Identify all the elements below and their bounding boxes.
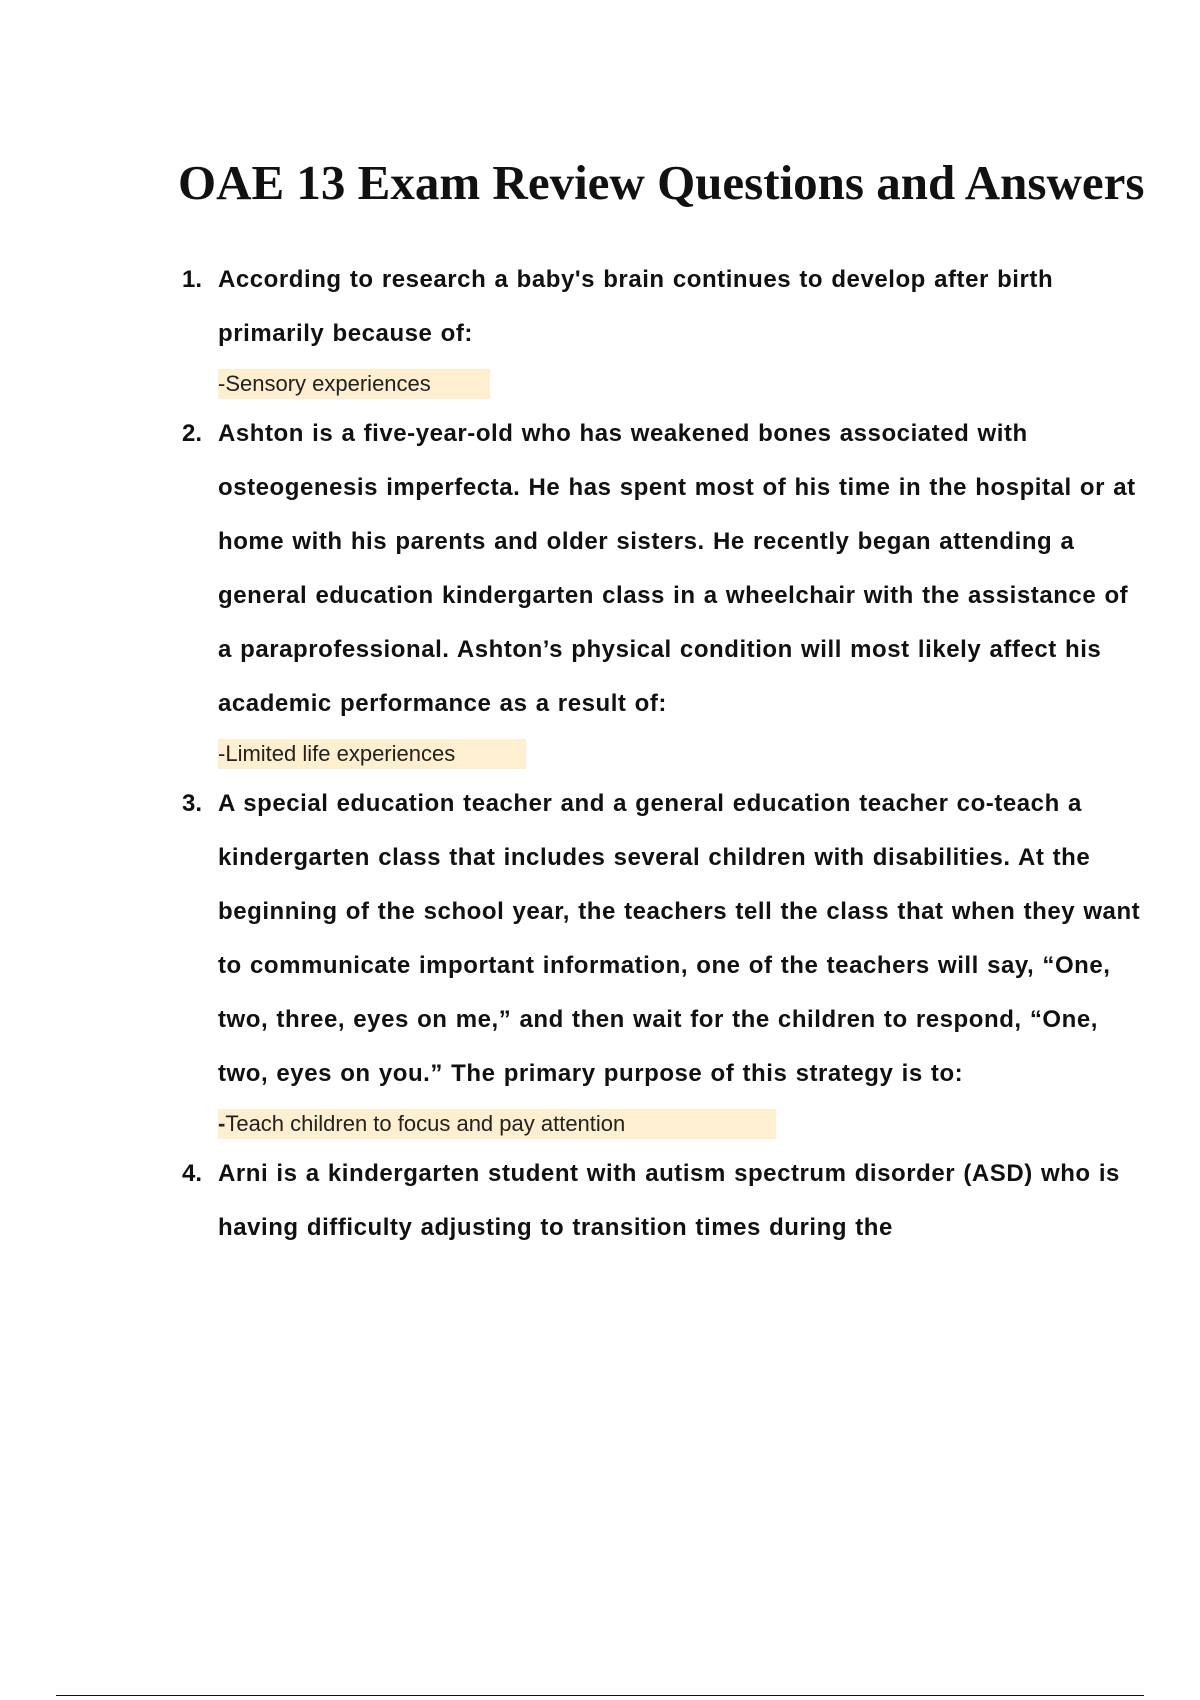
question-text: Ashton is a five-year-old who has weakened bones associated with osteogenesis imperfecta. He has spent most of his time in the hospital or at home with his parents and older sisters. He recently began attending a general education kindergarten class in a wheelchair with the assistance of a paraprofessional. Ashton’s physical condition will most likely affect his academic performance as a result of: [218,420,1136,717]
question-text: According to research a baby's brain continues to develop after birth primarily because of: [218,266,1054,347]
question-text: A special education teacher and a general education teacher co-teach a kindergarten class that includes several children with disabilities. At the beginning of the school year, the teachers tell the class that when they want to communicate important information, one of the teachers will say, “One, two, three, eyes on me,” and then wait for the children to respond, “One, two, eyes on you.” The primary purpose of this strategy is to: [218,790,1141,1087]
footer-divider [56,1695,1144,1696]
answer-dash: - [218,741,226,766]
question-number: 4. [182,1160,203,1187]
question-item-3 [182,777,1142,1147]
question-item-1 [182,253,1142,407]
question-number: 3. [182,790,203,817]
answer-text: Sensory experiences [225,371,431,396]
answer-highlight [218,1109,776,1139]
question-number: 2. [182,420,203,447]
question-text: Arni is a kindergarten student with autism spectrum disorder (ASD) who is having difficulty adjusting to transition times during the [218,1160,1120,1241]
question-list [182,253,1142,1255]
answer-highlight [218,369,490,399]
question-number: 1. [182,266,203,293]
answer-dash: - [218,1111,226,1136]
answer-dash: - [218,371,226,396]
answer-highlight [218,739,526,769]
answer-text: Teach children to focus and pay attention [225,1111,626,1136]
answer-text: Limited life experiences [225,741,456,766]
document-title: OAE 13 Exam Review Questions and Answers [178,155,1145,210]
question-item-4 [182,1147,1142,1255]
question-item-2 [182,407,1142,777]
